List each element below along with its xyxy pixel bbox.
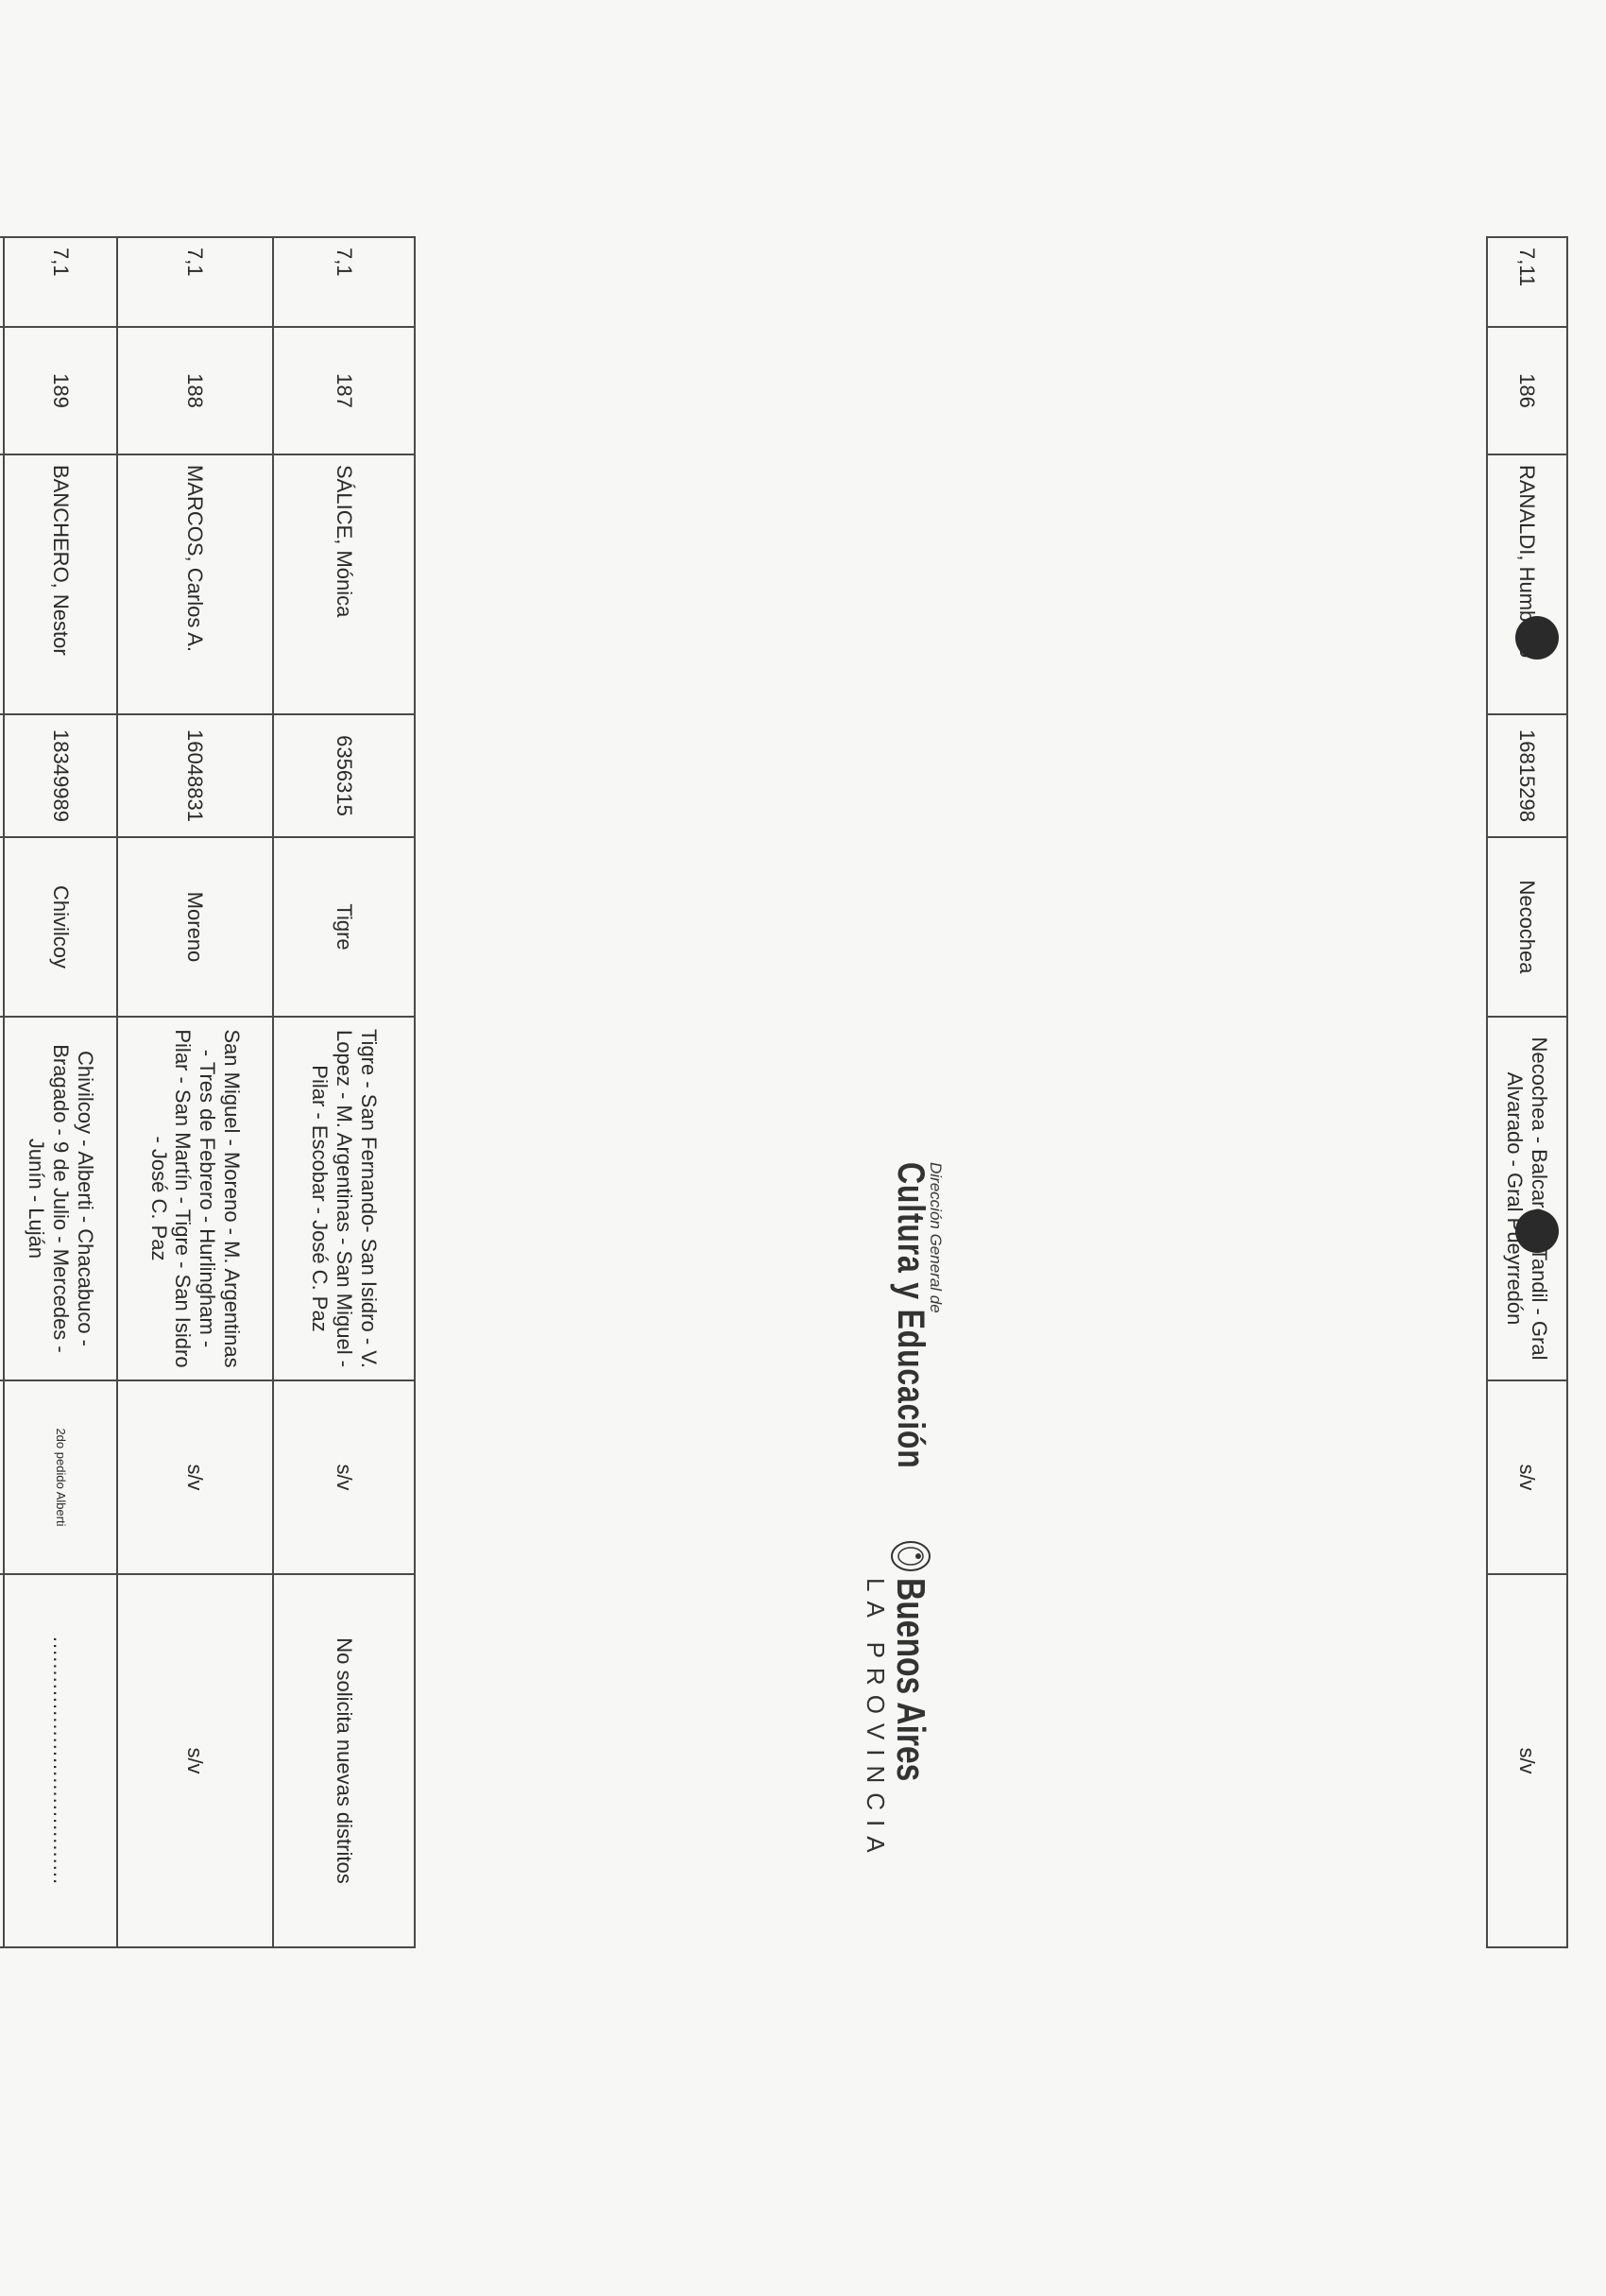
district-cell: Necochea [1487, 837, 1567, 1017]
requested-districts-cell: Chivilcoy - Alberti - Chacabuco - Bragado - 9 de Julio - Mercedes - Junín - Luján [4, 1017, 117, 1380]
score-cell: 7,11 [1487, 237, 1567, 327]
logo-brand-sub: LA PROVINCIA [862, 1578, 890, 1862]
dni-cell: 6356315 [273, 714, 415, 837]
rotated-content [0, 180, 1606, 1886]
order-number-cell [0, 327, 4, 454]
observation-cell: ..................................... [4, 1574, 117, 1947]
header-logo [831, 1162, 945, 2296]
logo-title: Cultura y Educación [890, 1162, 931, 1469]
district-cell: Chivilcoy [4, 837, 117, 1017]
score-cell [0, 237, 4, 327]
order-number-cell: 188 [117, 327, 273, 454]
logo-brand: Buenos Aires [889, 1578, 933, 1782]
table-row [0, 237, 4, 1947]
requested-districts-cell: Necochea - Balcarce - Tandil - Gral Alvarado - Gral Pueyrredón [1487, 1017, 1567, 1380]
observation-cell: s/v [1487, 1574, 1567, 1947]
observation-cell: No solicita nuevas distritos [273, 1574, 415, 1947]
top-table [1486, 236, 1568, 1948]
extra-cell [0, 1380, 4, 1574]
order-number-cell: 187 [273, 327, 415, 454]
observation-cell [0, 1574, 4, 1947]
dni-cell: 16048831 [117, 714, 273, 837]
observation-cell: s/v [117, 1574, 273, 1947]
name-cell [0, 454, 4, 714]
table-row [117, 237, 273, 1947]
score-cell: 7,1 [117, 237, 273, 327]
dni-cell [0, 714, 4, 837]
extra-cell: s/v [1487, 1380, 1567, 1574]
dni-cell: 18349989 [4, 714, 117, 837]
table-row [1487, 237, 1567, 1947]
extra-cell: 2do pedido Alberti [4, 1380, 117, 1574]
dni-cell: 16815298 [1487, 714, 1567, 837]
table-row [273, 237, 415, 1947]
score-cell: 7,1 [4, 237, 117, 327]
name-cell: RANALDI, Humberto [1487, 454, 1567, 714]
name-cell: MARCOS, Carlos A. [117, 454, 273, 714]
extra-cell: s/v [117, 1380, 273, 1574]
table-row [4, 237, 117, 1947]
name-cell: SÁLICE, Mónica [273, 454, 415, 714]
district-cell [0, 837, 4, 1017]
order-number-cell: 189 [4, 327, 117, 454]
main-table [0, 236, 416, 1948]
name-cell: BANCHERO, Nestor [4, 454, 117, 714]
district-cell: Moreno [117, 837, 273, 1017]
logo-subtitle: Dirección General de [927, 1162, 945, 1313]
district-cell: Tigre [273, 837, 415, 1017]
requested-districts-cell [0, 1017, 4, 1380]
requested-districts-cell: San Miguel - Moreno - M. Argentinas - Tres de Febrero - Hurlingham - Pilar - San Martín - Tigre - San Isidro - José C. Paz [117, 1017, 273, 1380]
score-cell: 7,1 [273, 237, 415, 327]
province-seal-icon [890, 1540, 931, 1572]
order-number-cell: 186 [1487, 327, 1567, 454]
requested-districts-cell: Tigre - San Fernando- San Isidro - V. Lopez - M. Argentinas - San Miguel - Pilar - Escobar - José C. Paz [273, 1017, 415, 1380]
extra-cell: s/v [273, 1380, 415, 1574]
